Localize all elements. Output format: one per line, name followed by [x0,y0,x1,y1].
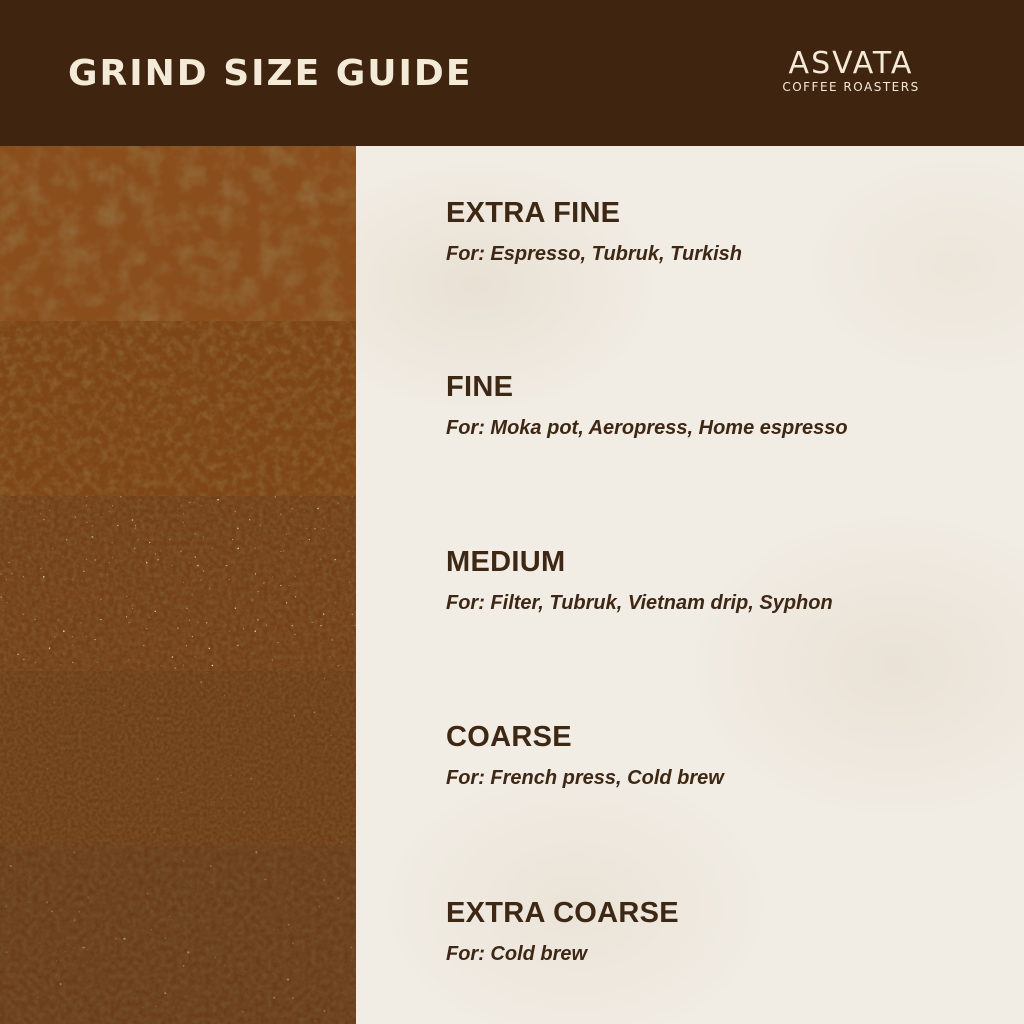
extra-fine-texture [0,146,356,321]
grind-name: MEDIUM [446,546,566,578]
grind-name: FINE [446,371,514,403]
grind-uses: For: Moka pot, Aeropress, Home espresso [446,417,848,439]
medium-texture [0,496,356,671]
grind-name: EXTRA FINE [446,197,621,229]
coarse-grind-photo [0,671,356,846]
grind-name: EXTRA COARSE [446,897,679,929]
grind-uses: For: Filter, Tubruk, Vietnam drip, Syphon [446,592,833,614]
extra-coarse-texture [0,846,356,1024]
brand-subtitle: COFFEE ROASTERS [782,80,920,94]
coarse-texture [0,671,356,846]
extra-fine-grind-photo [0,146,356,321]
medium-grind-photo [0,496,356,671]
header-bar [0,0,1024,146]
brand-logo [766,48,936,94]
grind-item-coarse [446,720,724,790]
grind-uses: For: Espresso, Tubruk, Turkish [446,243,742,265]
grind-item-extra-fine [446,196,742,266]
grind-name: COARSE [446,721,572,753]
page-title: GRIND SIZE GUIDE [68,53,473,94]
grind-uses: For: French press, Cold brew [446,767,724,789]
fine-texture [0,321,356,496]
brand-name: ASVATA [788,46,914,81]
extra-coarse-grind-photo [0,846,356,1024]
fine-grind-photo [0,321,356,496]
grind-uses: For: Cold brew [446,943,588,965]
grind-item-fine [446,370,848,440]
grind-item-medium [446,545,833,615]
grind-item-extra-coarse [446,896,679,966]
grind-photo-column [0,146,356,1024]
